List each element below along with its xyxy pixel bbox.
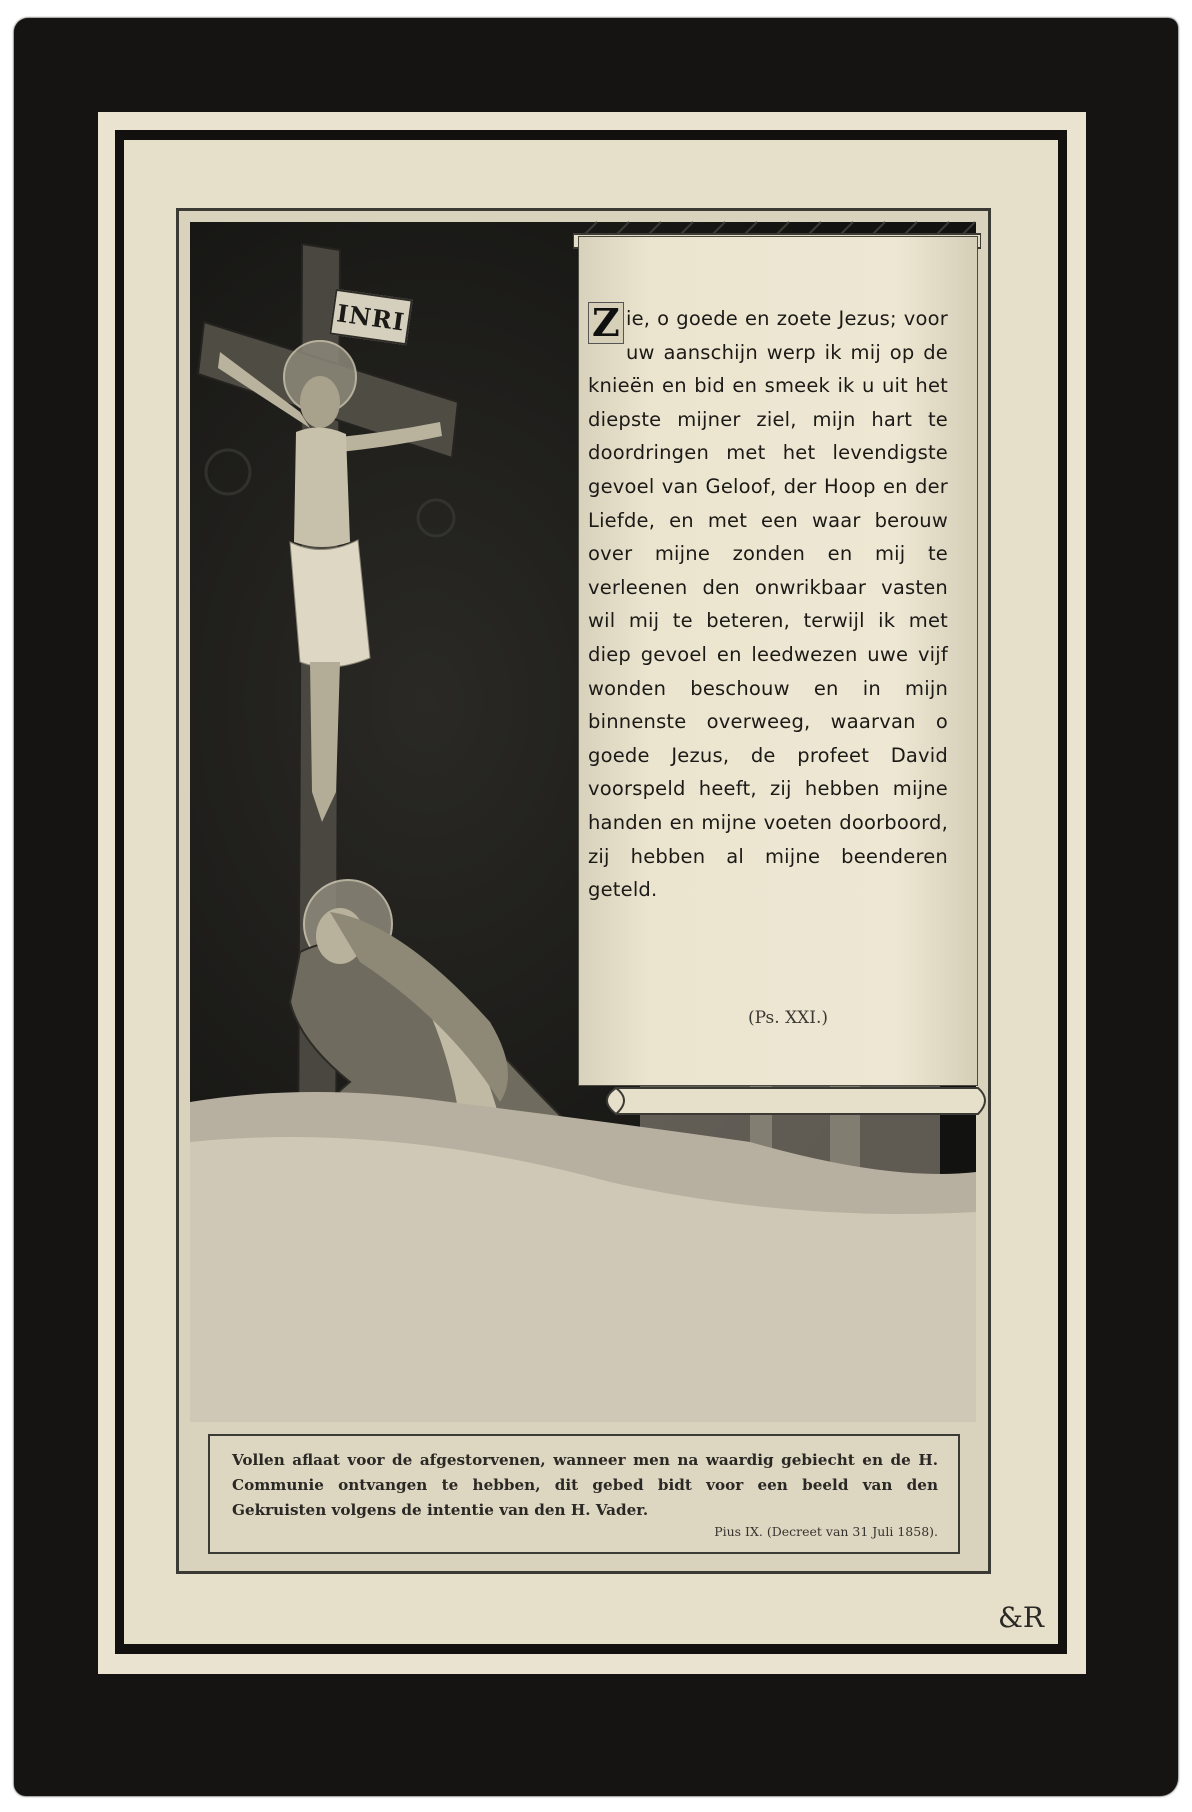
prayer-text <box>588 302 948 907</box>
decree-reference: Pius IX. (Decreet van 31 Juli 1858). <box>714 1524 938 1539</box>
psalm-reference: (Ps. XXI.) <box>747 1008 829 1028</box>
indulgence-text: Vollen aflaat voor de afgestorvenen, wanneer men na waardig gebiecht en de H. Communie ontvangen te hebben, dit gebed bidt voor een beeld van den Gekruisten volgens de intentie van den H. Vader. <box>232 1451 938 1519</box>
prayer-dropcap: Z <box>588 302 624 344</box>
prayer-body: ie, o goede en zoete Jezus; voor uw aanschijn werp ik mij op de knieën en bid en smeek ik u uit het diepste mijner ziel, mijn hart te doordringen met het levendigste gevoel van Geloof, der Hoop en der Liefde, en met een waar berouw over mijne zonden en mij te verleenen den onwrikbaar vasten wil mij te beteren, terwijl ik met diep gevoel en leedwezen uwe vijf wonden beschouw en in mijn binnenste overweeg, waarvan o goede Jezus, de profeet David voorspeld heeft, zij hebben mijne handen en mijne voeten doorboord, zij hebben al mijne beenderen geteld. <box>588 307 948 902</box>
inri-plaque: INRI <box>329 289 413 345</box>
scroll-bottom-roll <box>598 1078 992 1124</box>
publisher-monogram: &R <box>998 1601 1045 1634</box>
